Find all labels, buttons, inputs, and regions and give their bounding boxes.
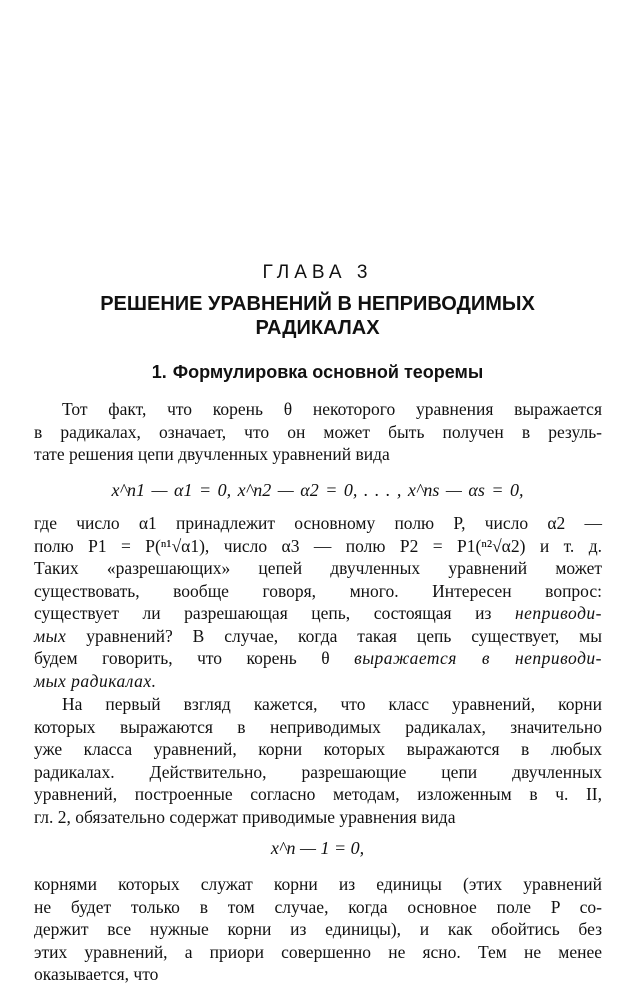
text-line: уравнений, построенные согласно методам, изложенным в ч. II, bbox=[34, 784, 602, 804]
text-line: Таких «разрешающих» цепей двучленных уравнений может bbox=[34, 558, 602, 578]
text-line: уже класса уравнений, корни которых выражаются в любых bbox=[34, 739, 602, 759]
text-line: существовать, вообще говоря, много. Интересен вопрос: bbox=[34, 580, 602, 601]
text-line: в радикалах, означает, что он может быть получен в резуль- bbox=[34, 421, 602, 442]
text-line: которых выражаются в неприводимых радикалах, значительно bbox=[34, 716, 602, 737]
text-line: тате решения цепи двучленных уравнений вида bbox=[34, 444, 390, 464]
section-heading bbox=[0, 362, 635, 383]
emphasis-text: неприводи- bbox=[514, 603, 602, 623]
emphasis-text: выражается в неприводи- bbox=[354, 648, 602, 668]
formula-text: x^n1 — α1 = 0, x^n2 — α2 = 0, . . . , x^ns — αs = 0, bbox=[111, 480, 524, 500]
paragraph-4 bbox=[34, 873, 602, 986]
section-title: Формулировка основной теоремы bbox=[172, 362, 484, 382]
text-line: На первый взгляд кажется, что класс уравнений, корни bbox=[62, 694, 602, 714]
text-line: держит все нужные корни из единицы), и как обойтись без bbox=[34, 919, 602, 939]
section-number: 1. bbox=[151, 362, 167, 382]
text-line: радикалах. Действительно, разрешающие цепи двучленных bbox=[34, 761, 602, 782]
chapter-title: РЕШЕНИЕ УРАВНЕНИЙ В НЕПРИВОДИМЫХ РАДИКАЛАХ bbox=[100, 293, 535, 339]
chapter-heading: ГЛАВА 3 bbox=[262, 262, 373, 283]
text-line bbox=[34, 625, 602, 648]
formula-text: x^n — 1 = 0, bbox=[270, 838, 365, 858]
formula-binomial-chain bbox=[0, 480, 635, 501]
text-fragment: уравнений? В случае, когда такая цепь существует, мы bbox=[86, 625, 602, 646]
text-line bbox=[34, 647, 602, 670]
text-line bbox=[34, 670, 602, 693]
paragraph-3 bbox=[34, 693, 602, 828]
text-line: не будет только в том случае, когда основное поле P со- bbox=[34, 896, 602, 917]
text-line: этих уравнений, а приори совершенно не ясно. Тем не менее bbox=[34, 941, 602, 962]
emphasis-text: мых bbox=[34, 625, 67, 646]
text-line bbox=[34, 602, 602, 625]
paragraph-1 bbox=[34, 398, 602, 466]
text-line: оказывается, что bbox=[34, 964, 159, 984]
paragraph-2 bbox=[34, 512, 602, 692]
emphasis-text: мых радикалах. bbox=[34, 670, 157, 691]
text-fragment: будем говорить, что корень θ bbox=[34, 648, 330, 668]
text-line: Тот факт, что корень θ некоторого уравнения выражается bbox=[62, 399, 602, 419]
text-line: гл. 2, обязательно содержат приводимые уравнения вида bbox=[34, 806, 456, 827]
text-line: корнями которых служат корни из единицы (этих уравнений bbox=[34, 874, 602, 894]
text-fragment: существует ли разрешающая цепь, состоящая из bbox=[34, 603, 492, 623]
formula-roots-of-unity bbox=[0, 838, 635, 859]
text-line: где число α1 принадлежит основному полю P, число α2 — bbox=[34, 513, 602, 533]
text-line: полю P1 = P(ⁿ¹√α1), число α3 — полю P2 = P1(ⁿ²√α2) и т. д. bbox=[34, 535, 602, 556]
